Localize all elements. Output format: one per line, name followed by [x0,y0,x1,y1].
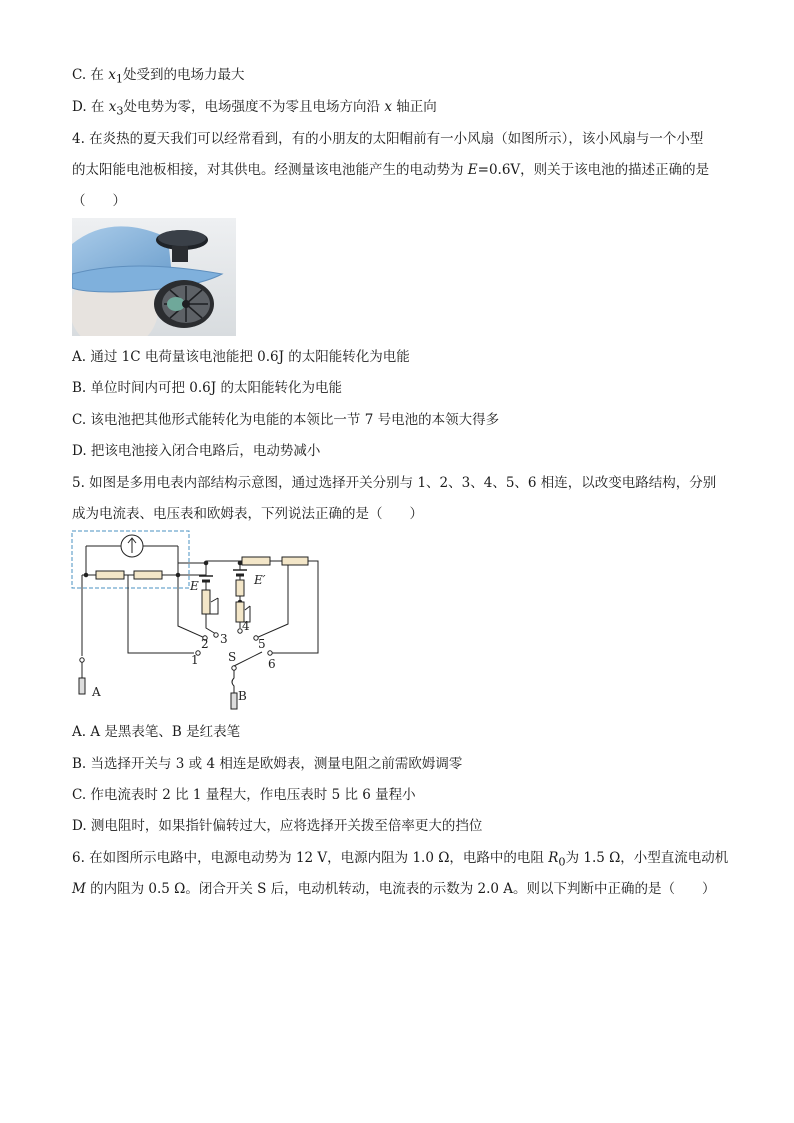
q6-r0-sub: 0 [558,855,566,869]
q5-option-a: A. A 是黑表笔、B 是红表笔 [72,724,241,740]
q5-option-c: C. 作电流表时 2 比 1 量程大，作电压表时 5 比 6 量程小 [72,787,416,803]
q3-option-d-suffix: 轴正向 [391,99,437,115]
q6-stem-line1 [72,849,728,872]
q3-option-c-var: x [108,67,116,83]
q6-stem-line2 [72,880,716,898]
q4-stem-line1: 4. 在炎热的夏天我们可以经常看到，有的小朋友的太阳帽前有一小风扇（如图所示），该小风扇与一个小型 [72,131,704,147]
q4-emf-var: E [467,162,478,178]
label-terminal-6: 6 [268,657,276,671]
label-e-prime: E′ [254,573,266,587]
q4-option-a: A. 通过 1C 电荷量该电池能把 0.6J 的太阳能转化为电能 [72,349,410,365]
label-terminal-4: 4 [242,619,250,633]
label-a: A [92,685,101,699]
label-terminal-1: 1 [191,653,199,667]
q4-stem-line3: （ ） [72,193,126,209]
q5-stem-line2: 成为电流表、电压表和欧姆表，下列说法正确的是（ ） [72,506,423,522]
solar-fan-hat-photo [72,218,236,336]
q3-option-d-mid: 处电势为零，电场强度不为零且电场方向沿 [123,99,385,115]
selector-switch-arm[interactable] [234,652,262,666]
resistor-r6 [282,557,308,565]
label-s: S [228,650,237,664]
q3-option-d-var2: x [384,99,392,115]
label-b: B [238,689,247,703]
q3-option-c-sub: 1 [115,72,124,86]
resistor-e-prime [236,580,244,596]
q3-option-d-prefix: D. 在 [72,99,109,115]
resistor-r2 [134,571,162,579]
q6-line2-b: 的内阻为 0.5 Ω。闭合开关 S 后，电动机转动，电流表的示数为 2.0 A。则以下判断中正确的是（ ） [85,881,716,897]
q5-stem-line1: 5. 如图是多用电表内部结构示意图，通过选择开关分别与 1、2、3、4、5、6 相连，以改变电路结构，分别 [72,475,717,491]
q4-option-b: B. 单位时间内可把 0.6J 的太阳能转化为电能 [72,380,342,396]
label-terminal-3: 3 [220,632,228,646]
label-terminal-2: 2 [201,637,209,651]
q3-option-d-sub: 3 [116,104,124,118]
q3-option-d [72,98,437,121]
q3-option-d-var: x [108,99,117,115]
q4-stem-line2 [72,161,709,179]
q6-line1-b: 为 1.5 Ω，小型直流电动机 [565,850,729,866]
resistor-r1 [96,571,124,579]
q6-motor-var: M [72,881,86,897]
q3-option-c [72,66,245,89]
q4-stem-line2-b: =0.6V，则关于该电池的描述正确的是 [477,162,710,178]
rheostat-e [202,590,210,614]
probe-a-contact [80,658,84,662]
q5-option-b: B. 当选择开关与 3 或 4 相连是欧姆表，测量电阻之前需欧姆调零 [72,756,463,772]
q6-r0-var: R [548,850,559,866]
label-terminal-5: 5 [258,637,266,651]
resistor-r5 [242,557,270,565]
terminal-3-contact [214,633,218,637]
q3-option-c-prefix: C. 在 [72,67,109,83]
label-e: E [190,579,199,593]
probe-a [79,678,85,694]
selector-switch-pivot[interactable] [232,666,236,670]
multimeter-circuit-diagram [70,528,332,713]
q4-option-c: C. 该电池把其他形式能转化为电能的本领比一节 7 号电池的本领大得多 [72,412,500,428]
q6-line1-a: 6. 在如图所示电路中，电源电动势为 12 V，电源内阻为 1.0 Ω，电路中的电阻 [72,850,549,866]
q4-option-d: D. 把该电池接入闭合电路后，电动势减小 [72,443,321,459]
terminal-6-contact [268,651,272,655]
q5-option-d: D. 测电阻时，如果指针偏转过大，应将选择开关拨至倍率更大的挡位 [72,818,483,834]
q4-stem-line2-a: 的太阳能电池板相接，对其供电。经测量该电池能产生的电动势为 [72,162,468,178]
probe-b [231,693,237,709]
q3-option-c-suffix: 处受到的电场力最大 [123,67,245,83]
